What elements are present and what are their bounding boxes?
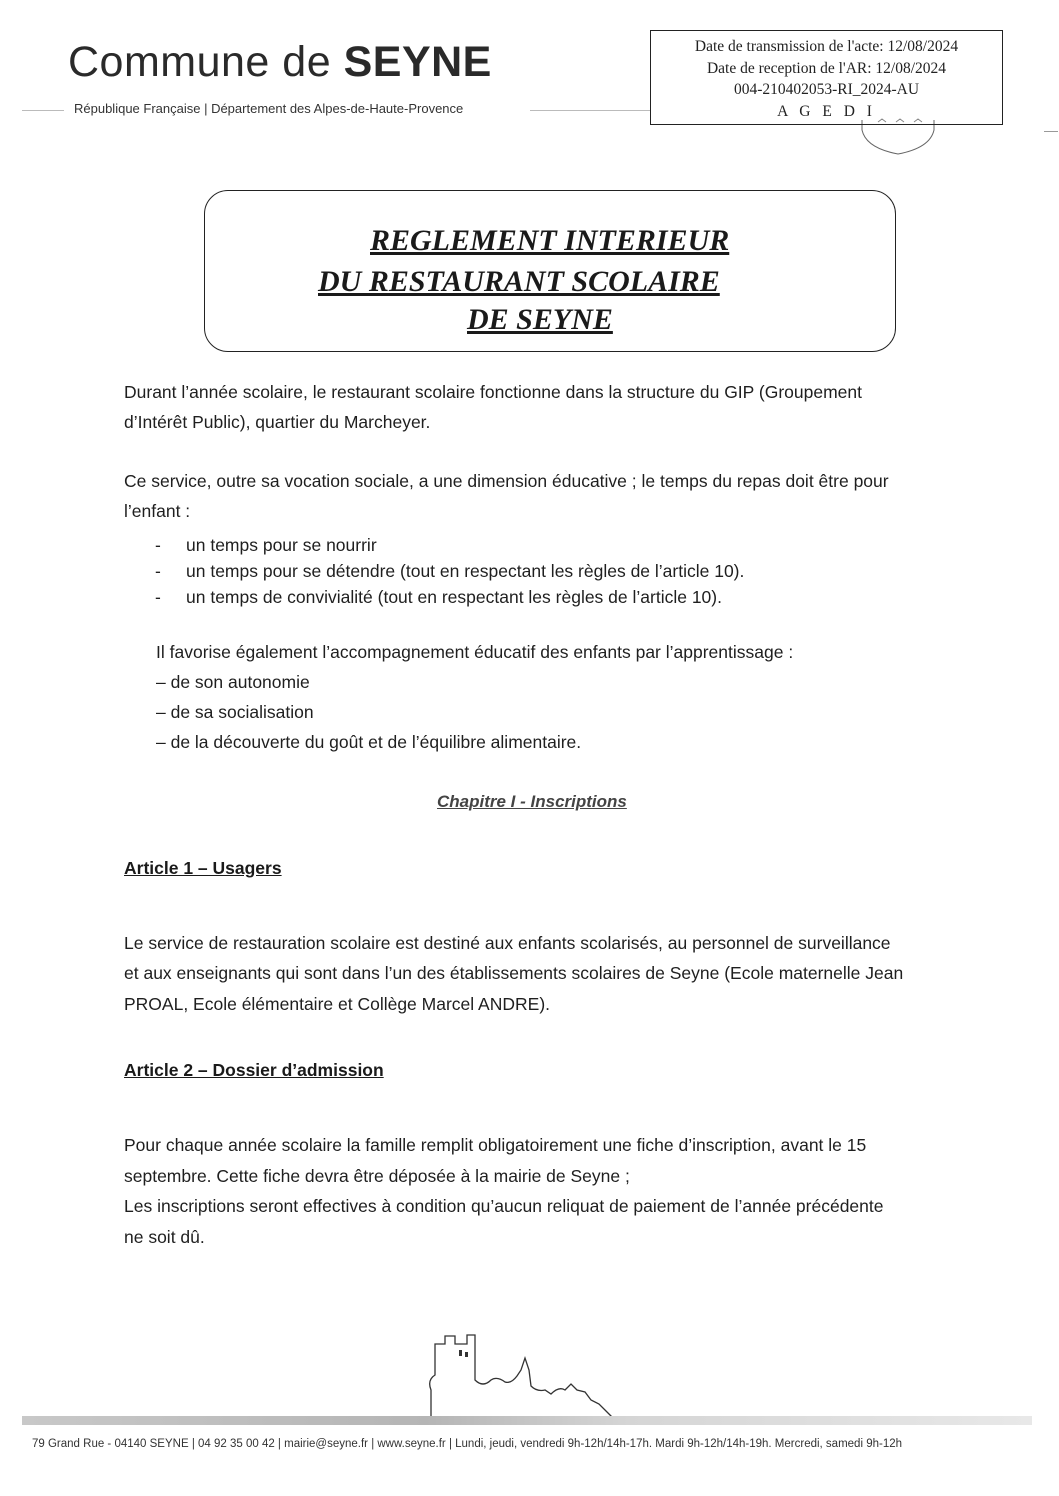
bullet-dash: - [155, 535, 161, 555]
title-line-2: DU RESTAURANT SCOLAIRE [318, 265, 720, 298]
article-2-heading: Article 2 – Dossier d’admission [124, 1060, 384, 1080]
article-1-heading: Article 1 – Usagers [124, 858, 282, 878]
footer-contact: 79 Grand Rue - 04140 SEYNE | 04 92 35 00 42 | mairie@seyne.fr | www.seyne.fr | Lundi, jeudi, vendredi 9h-12h/14h-17h. Mardi 9h-12h/14h-19h. Mercredi, samedi 9h-12h [32, 1438, 903, 1450]
margin-tick [1044, 131, 1058, 132]
article-2-line4: ne soit dû. [124, 1227, 205, 1247]
article-2-line1: Pour chaque année scolaire la famille remplit obligatoirement une fiche d’inscription, avant le 15 [124, 1135, 867, 1155]
bullet-dash: - [155, 561, 161, 581]
footer-band [22, 1416, 1032, 1425]
intro-p2-line2: l’enfant : [124, 501, 191, 521]
stamp-transmission-date: Date de transmission de l'acte: 12/08/2024 [694, 38, 959, 55]
learning-item-2: – de sa socialisation [156, 702, 314, 722]
learning-item-3: – de la découverte du goût et de l’équilibre alimentaire. [156, 732, 582, 752]
intro-p1-line1: Durant l’année scolaire, le restaurant scolaire fonctionne dans la structure du GIP (Groupement [124, 382, 862, 402]
commune-prefix: Commune de [68, 38, 344, 86]
bullet-item-1: un temps pour se nourrir [186, 535, 377, 555]
article-1-line1: Le service de restauration scolaire est destiné aux enfants scolarisés, au personnel de surveillance [124, 933, 891, 953]
bullet-item-2: un temps pour se détendre (tout en respectant les règles de l’article 10). [186, 561, 745, 581]
commune-name: SEYNE [343, 38, 492, 86]
transmission-stamp [650, 30, 1003, 125]
intro-p2-line1: Ce service, outre sa vocation sociale, a une dimension éducative ; le temps du repas doit être pour [124, 471, 889, 491]
header-rule-left [22, 110, 64, 111]
title-line-1: REGLEMENT INTERIEUR [370, 224, 730, 257]
stamp-act-id: 004-210402053-RI_2024-AU [733, 81, 920, 98]
header-rule-right [530, 110, 650, 111]
commune-subtitle: République Française | Département des Alpes-de-Haute-Provence [74, 101, 464, 116]
bullet-dash: - [155, 587, 161, 607]
article-1-line3: PROAL, Ecole élémentaire et Collège Marcel ANDRE). [124, 994, 551, 1014]
stamp-reception-date: Date de reception de l'AR: 12/08/2024 [706, 59, 947, 77]
intro-p3: Il favorise également l’accompagnement éducatif des enfants par l’apprentissage : [156, 642, 794, 662]
stamp-agedi: A G E D I [777, 102, 876, 120]
village-skyline-icon [425, 1330, 635, 1422]
chapter-heading: Chapitre I - Inscriptions [437, 792, 627, 811]
learning-item-1: – de son autonomie [156, 672, 310, 692]
article-2-line2: septembre. Cette fiche devra être déposée à la mairie de Seyne ; [124, 1166, 630, 1186]
bullet-item-3: un temps de convivialité (tout en respectant les règles de l’article 10). [186, 587, 722, 607]
intro-p1-line2: d’Intérêt Public), quartier du Marcheyer. [124, 412, 431, 432]
article-2-line3: Les inscriptions seront effectives à condition qu’aucun reliquat de paiement de l’année précédente [124, 1196, 884, 1216]
article-1-line2: et aux enseignants qui sont dans l’un des établissements scolaires de Seyne (Ecole maternelle Jean [124, 963, 904, 983]
commune-title [68, 38, 492, 87]
title-line-3: DE SEYNE [467, 303, 613, 336]
